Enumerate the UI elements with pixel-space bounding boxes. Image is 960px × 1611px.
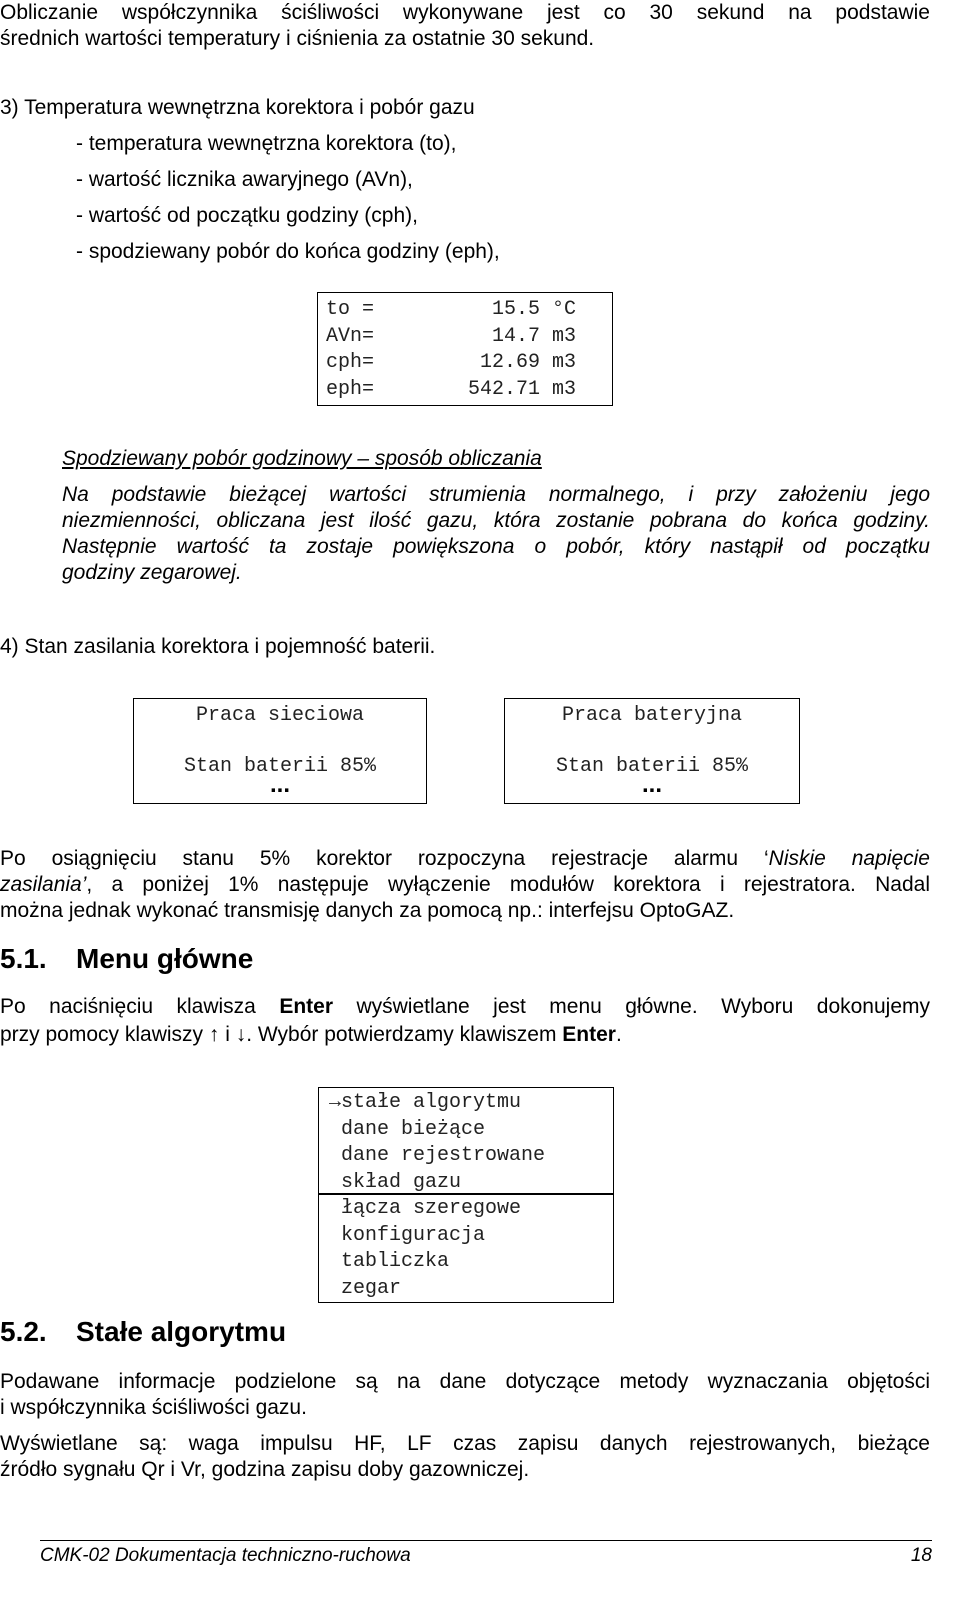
algo-p2-line-2: źródło sygnału Qr i Vr, godzina zapisu doby gazowniczej. <box>0 1458 530 1481</box>
menu-item-label: tabliczka <box>341 1250 450 1273</box>
enter-key-label: Enter <box>279 995 334 1018</box>
menu-display-bottom <box>318 1193 614 1303</box>
power-battery-box <box>504 698 800 804</box>
expected-line-4: godziny zegarowej. <box>62 561 242 584</box>
alarm-name: zasilania’ <box>0 873 87 896</box>
footer-page-number: 18 <box>910 1545 932 1566</box>
power-mode-label: Praca bateryjna <box>561 704 743 727</box>
algo-p1-line-1: Podawane informacje podzielone są na dane dotyczące metody wyznaczania objętości <box>0 1370 930 1393</box>
algo-p1-line-2: i współczynnika ściśliwości gazu. <box>0 1396 307 1419</box>
menu-item-label: łącza szeregowe <box>341 1197 522 1220</box>
expected-heading: Spodziewany pobór godzinowy – sposób obliczania <box>62 447 542 470</box>
menu-item <box>319 1117 599 1144</box>
display-label: cph= <box>326 351 375 374</box>
section3-title: 3) Temperatura wewnętrzna korektora i pobór gazu <box>0 96 475 119</box>
section3-item-cph: - wartość od początku godziny (cph), <box>76 204 418 227</box>
section-title: Stałe algorytmu <box>76 1316 287 1347</box>
battery-state-label: Stan baterii 85% <box>555 755 749 778</box>
text: i <box>219 1023 236 1046</box>
algo-p2-line-1: Wyświetlane są: waga impulsu HF, LF czas zapisu danych rejestrowanych, bieżące <box>0 1432 930 1455</box>
battery-state-label: Stan baterii 85% <box>183 755 377 778</box>
menu-item-selected <box>319 1090 599 1117</box>
expected-line-3: Następnie wartość ta zostaje powiększona o pobór, który nastąpił od początku <box>62 535 930 558</box>
display-row-cph <box>326 350 598 377</box>
display-value: 12.69 m3 <box>479 351 576 374</box>
menu-item-label: dane bieżące <box>341 1117 486 1141</box>
text: Po naciśnięciu klawisza <box>0 995 280 1018</box>
text: . <box>615 1023 622 1046</box>
section3-item-avn: - wartość licznika awaryjnego (AVn), <box>76 168 413 191</box>
arrow-up-icon: ↑ <box>208 1023 220 1046</box>
menu-item-label: konfiguracja <box>341 1223 486 1247</box>
alarm-text: Po osiągnięciu stanu 5% korektor rozpoczyna rejestracje alarmu ‘ <box>0 847 769 870</box>
section4-title: 4) Stan zasilania korektora i pojemność baterii. <box>0 635 436 658</box>
menu-intro-line-1 <box>0 994 930 1020</box>
alarm-text: , a poniżej 1% następuje wyłączenie modułów korektora i rejestratora. Nadal <box>86 873 930 896</box>
ellipsis: ... <box>641 771 662 798</box>
section3-item-eph: - spodziewany pobór do końca godziny (eph), <box>76 240 500 263</box>
power-mains-box <box>133 698 427 804</box>
expected-line-1: Na podstawie bieżącej wartości strumienia normalnego, i przy założeniu jego <box>62 483 930 506</box>
enter-key-label: Enter <box>562 1023 616 1046</box>
display-row-to <box>326 297 598 324</box>
menu-intro-line-2 <box>0 1022 622 1048</box>
alarm-name: Niskie napięcie <box>768 847 930 870</box>
section-number: 5.1. <box>0 943 47 974</box>
section-title: Menu główne <box>76 943 254 974</box>
menu-item-label: stałe algorytmu <box>341 1091 522 1114</box>
text: . Wybór potwierdzamy klawiszem <box>246 1023 563 1046</box>
menu-display-top <box>318 1087 614 1195</box>
display-label: eph= <box>326 377 375 401</box>
section-number: 5.2. <box>0 1316 47 1347</box>
text: wyświetlane jest menu główne. Wyboru dokonujemy <box>333 995 930 1018</box>
menu-item-label: dane rejestrowane <box>341 1144 546 1167</box>
display-label: AVn= <box>326 324 375 348</box>
alarm-line-1 <box>0 846 930 872</box>
display-temperature-box <box>317 292 613 406</box>
arrow-down-icon: ↓ <box>235 1023 247 1046</box>
alarm-line-3: można jednak wykonać transmisję danych za pomocą np.: interfejsu OptoGAZ. <box>0 899 735 922</box>
footer-rule <box>40 1540 932 1541</box>
section3-item-to: - temperatura wewnętrzna korektora (to), <box>76 132 457 155</box>
display-value: 15.5 °C <box>491 298 576 321</box>
menu-item-label: skład gazu <box>341 1170 462 1194</box>
display-value: 14.7 m3 <box>491 324 576 348</box>
display-label: to = <box>326 298 375 321</box>
display-value: 542.71 m3 <box>467 377 576 401</box>
arrow-right-icon: → <box>328 1091 341 1114</box>
intro-line-2: średnich wartości temperatury i ciśnienia za ostatnie 30 sekund. <box>0 27 595 50</box>
intro-line-1: Obliczanie współczynnika ściśliwości wykonywane jest co 30 sekund na podstawie <box>0 1 930 24</box>
expected-line-2: niezmienności, obliczana jest ilość gazu, która zostanie pobrana do końca godziny. <box>62 509 930 532</box>
display-row-eph <box>326 377 598 404</box>
menu-item-label: zegar <box>341 1276 402 1300</box>
alarm-line-2 <box>0 872 930 898</box>
ellipsis: ... <box>269 771 290 798</box>
display-row-avn <box>326 324 598 351</box>
menu-item <box>319 1143 599 1170</box>
power-mode-label: Praca sieciowa <box>195 704 365 727</box>
text: przy pomocy klawiszy <box>0 1023 209 1046</box>
footer-document-title: CMK-02 Dokumentacja techniczno-ruchowa <box>40 1545 411 1566</box>
